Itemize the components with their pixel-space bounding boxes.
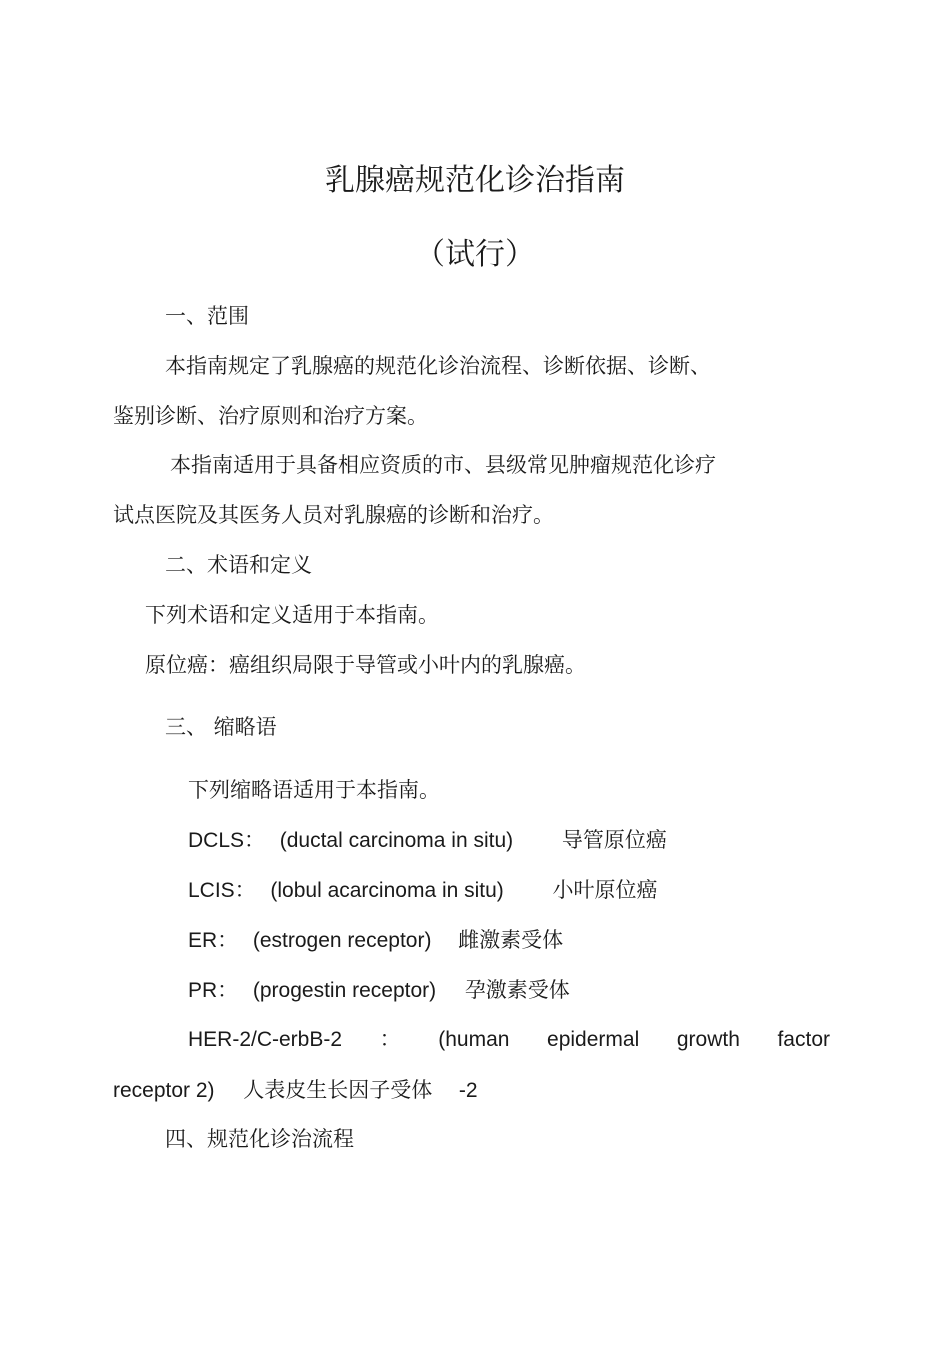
section-heading-scope: 一、范围 bbox=[165, 304, 249, 328]
document-subtitle: （试行） bbox=[415, 237, 535, 272]
paragraph-line: 下列术语和定义适用于本指南。 bbox=[145, 603, 439, 627]
abbreviation-meaning: 孕激素受体 bbox=[464, 978, 570, 1002]
abbreviation-row bbox=[188, 826, 667, 855]
section-heading-terms: 二、术语和定义 bbox=[165, 553, 312, 577]
expansion-word: factor bbox=[777, 1028, 830, 1051]
abbreviation-expansion: (progestin receptor) bbox=[252, 979, 437, 1002]
abbreviation-term: LCIS： bbox=[188, 879, 256, 902]
paragraph-line: 下列缩略语适用于本指南。 bbox=[188, 778, 440, 802]
abbreviation-row-her2 bbox=[188, 1026, 830, 1054]
paragraph-line: 本指南适用于具备相应资质的市、县级常见肿瘤规范化诊疗 bbox=[170, 453, 716, 477]
paragraph-line: 鉴别诊断、治疗原则和治疗方案。 bbox=[113, 404, 428, 428]
expansion-word: (human bbox=[438, 1028, 510, 1051]
abbreviation-meaning: 雌激素受体 bbox=[458, 928, 564, 952]
abbreviation-term: ER： bbox=[188, 929, 239, 952]
abbreviation-expansion: (lobul acarcinoma in situ) bbox=[270, 879, 504, 902]
abbreviation-meaning: 人表皮生长因子受体 bbox=[243, 1078, 433, 1102]
abbreviation-term: DCLS： bbox=[188, 829, 266, 852]
abbreviation-term: PR： bbox=[188, 979, 239, 1002]
abbreviation-row bbox=[188, 926, 563, 955]
abbreviation-term: HER-2/C-erbB-2 bbox=[188, 1028, 343, 1051]
abbreviation-row-her2-continued bbox=[113, 1076, 478, 1105]
abbreviation-meaning-suffix: -2 bbox=[458, 1079, 478, 1102]
paragraph-line: 试点医院及其医务人员对乳腺癌的诊断和治疗。 bbox=[113, 503, 554, 527]
abbreviation-row bbox=[188, 876, 658, 905]
abbreviation-expansion: (ductal carcinoma in situ) bbox=[279, 829, 514, 852]
section-heading-abbreviations: 三、 缩略语 bbox=[165, 715, 277, 739]
expansion-word: receptor 2) bbox=[113, 1079, 215, 1102]
abbreviation-row bbox=[188, 976, 570, 1005]
paragraph-line: 本指南规定了乳腺癌的规范化诊治流程、诊断依据、诊断、 bbox=[165, 354, 711, 378]
abbreviation-meaning: 小叶原位癌 bbox=[552, 878, 658, 902]
expansion-word: growth bbox=[676, 1028, 740, 1051]
document-title: 乳腺癌规范化诊治指南 bbox=[325, 163, 625, 198]
abbreviation-expansion: (estrogen receptor) bbox=[252, 929, 432, 952]
expansion-word: epidermal bbox=[547, 1028, 640, 1051]
abbreviation-separator: ： bbox=[379, 1028, 401, 1051]
section-heading-workflow: 四、规范化诊治流程 bbox=[165, 1127, 354, 1151]
definition-line: 原位癌：癌组织局限于导管或小叶内的乳腺癌。 bbox=[145, 653, 586, 677]
abbreviation-meaning: 导管原位癌 bbox=[561, 828, 667, 852]
